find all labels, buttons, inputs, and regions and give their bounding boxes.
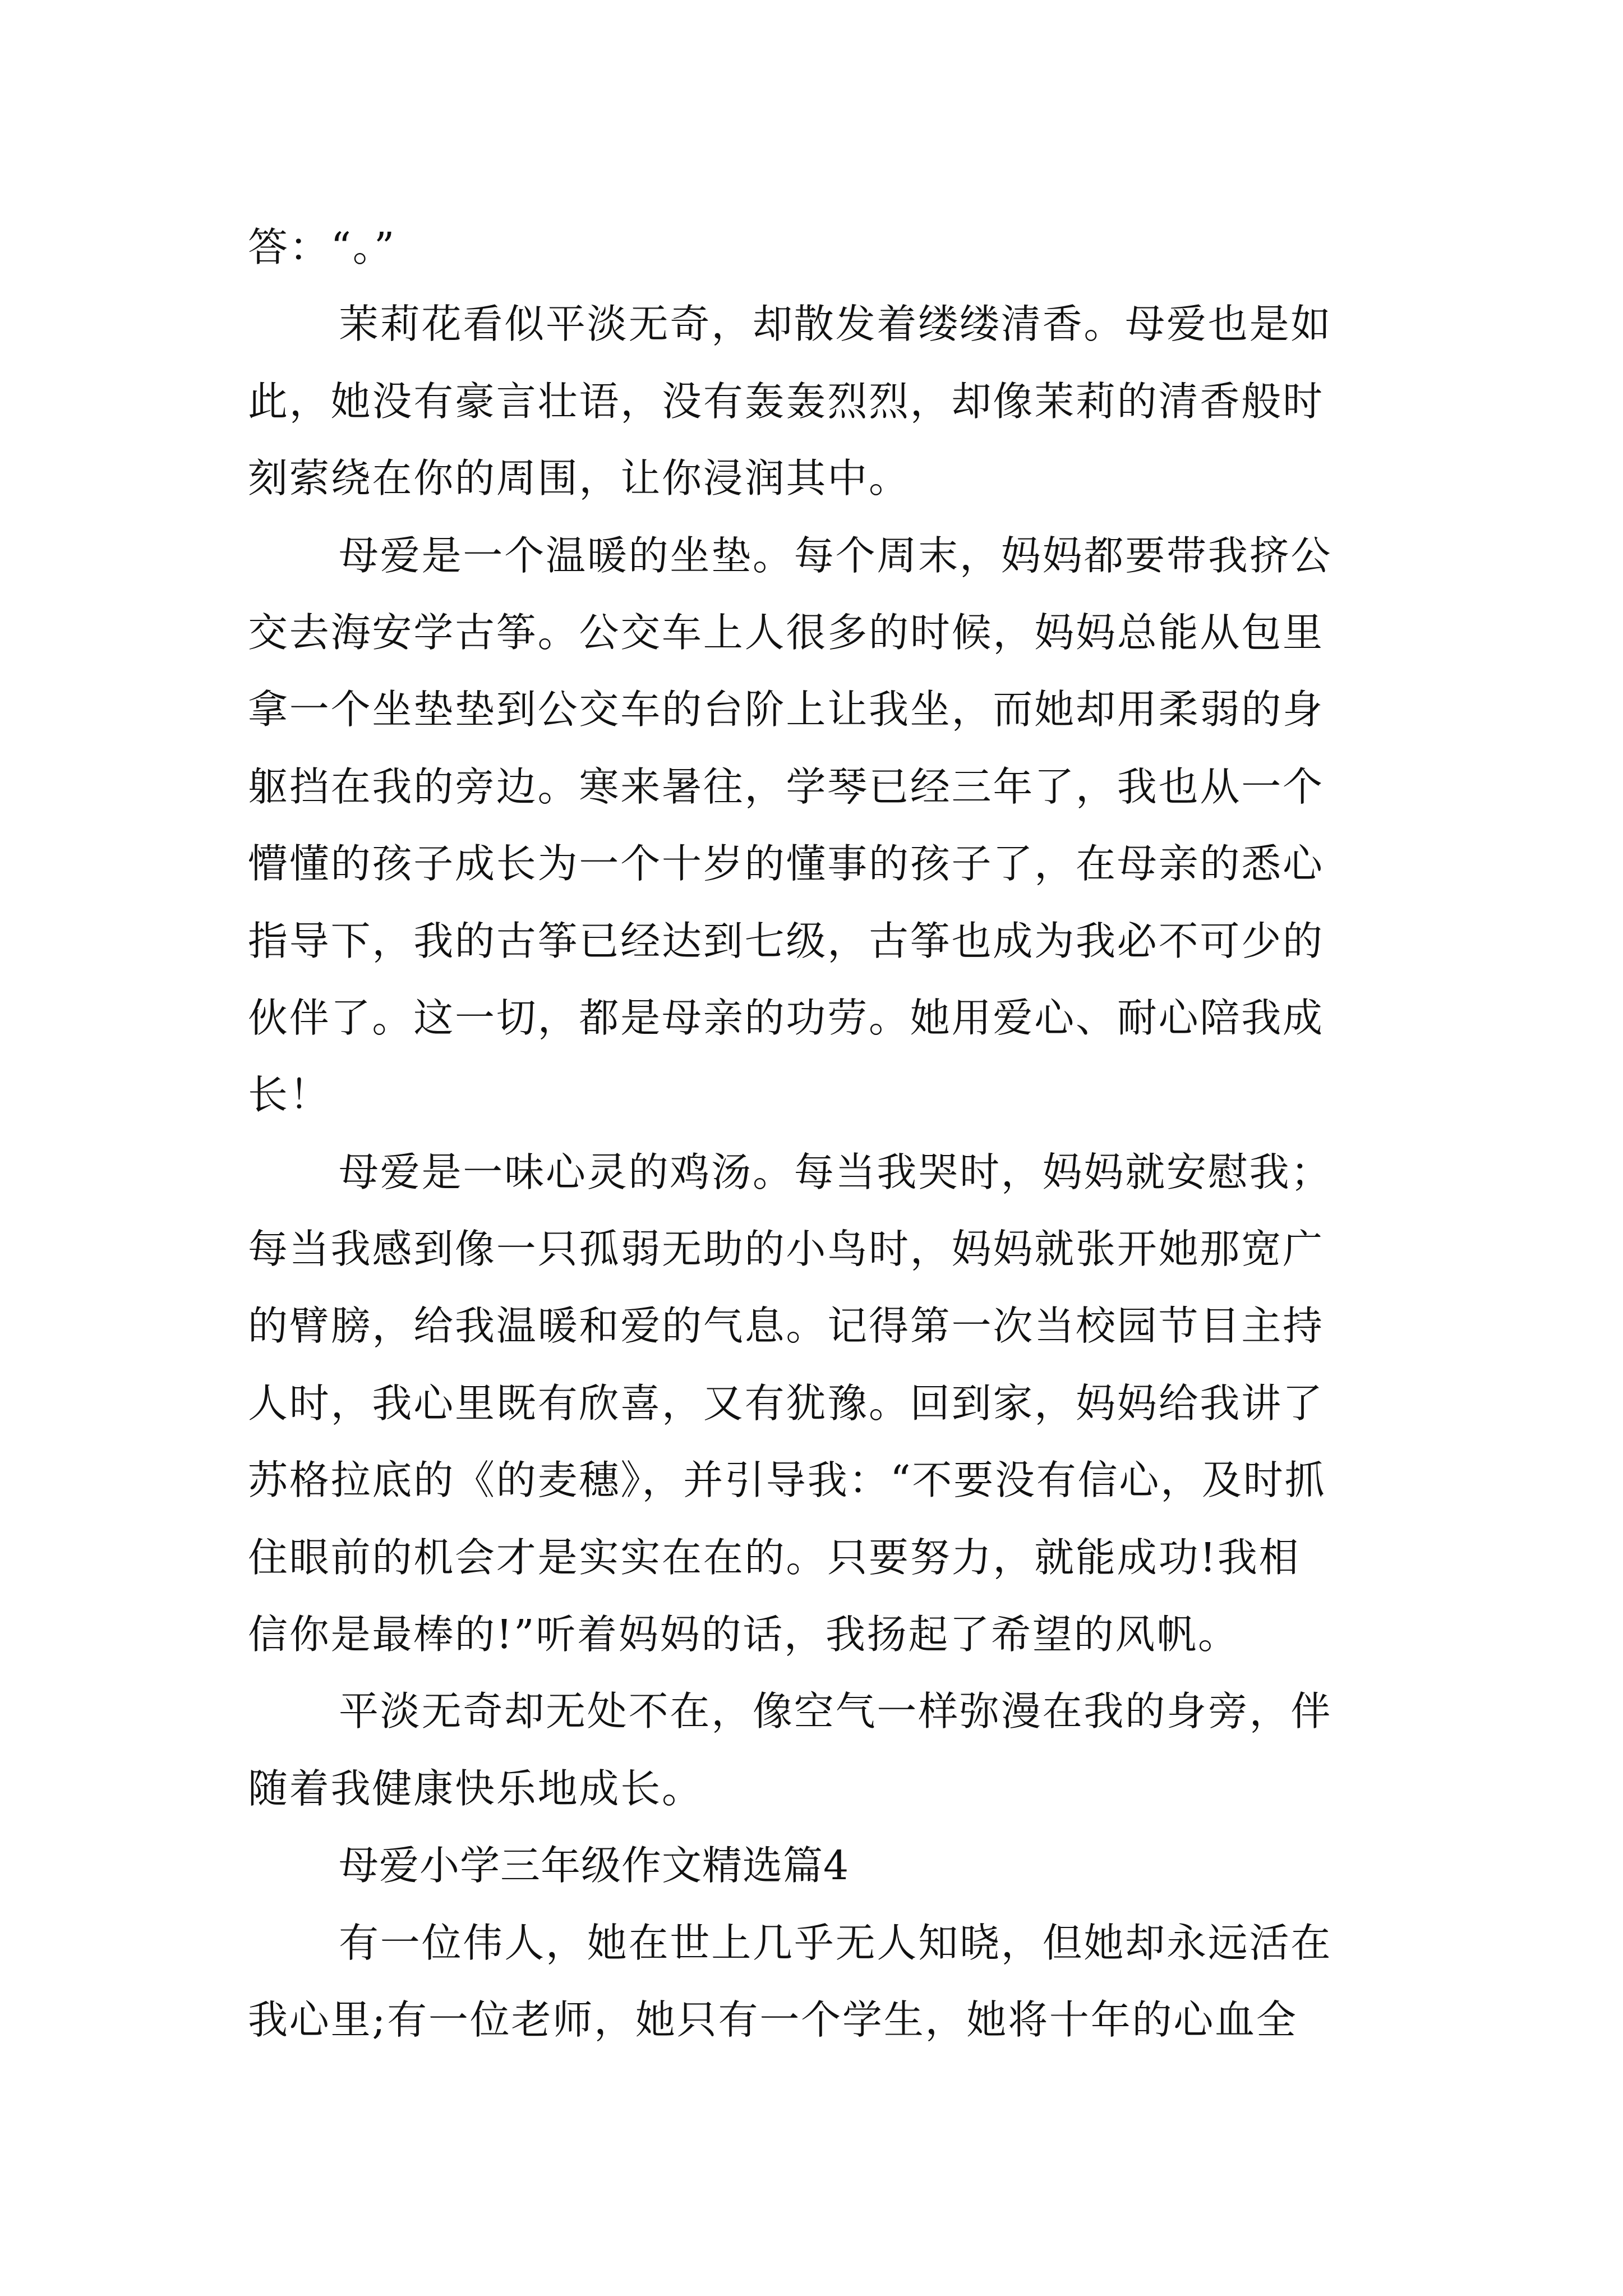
paragraph-start: 母爱是一味心灵的鸡汤。每当我哭时，妈妈就安慰我； <box>339 1148 1332 1195</box>
text-line: 随着我健康快乐地成长。 <box>248 1765 703 1812</box>
paragraph-start: 有一位伟人，她在世上几乎无人知晓，但她却永远活在 <box>339 1919 1332 1966</box>
text-line: 指导下，我的古筝已经达到七级，古筝也成为我必不可少的 <box>248 917 1324 964</box>
text-line: 每当我感到像一只孤弱无助的小鸟时，妈妈就张开她那宽广 <box>248 1226 1324 1273</box>
text-line: 懵懂的孩子成长为一个十岁的懂事的孩子了，在母亲的悉心 <box>248 840 1324 887</box>
paragraph-start: 母爱是一个温暖的坐垫。每个周末，妈妈都要带我挤公 <box>339 532 1332 579</box>
document-page <box>248 209 1386 2058</box>
text-line: 我心里;有一位老师，她只有一个学生，她将十年的心血全 <box>248 1996 1298 2043</box>
paragraph-start: 茉莉花看似平淡无奇，却散发着缕缕清香。母爱也是如 <box>339 301 1332 348</box>
text-line: 躯挡在我的旁边。寒来暑往，学琴已经三年了，我也从一个 <box>248 763 1324 810</box>
text-line: 刻萦绕在你的周围，让你浸润其中。 <box>248 455 910 502</box>
text-line: 交去海安学古筝。公交车上人很多的时候，妈妈总能从包里 <box>248 609 1324 656</box>
text-line: 苏格拉底的《的麦穗》，并引导我：“不要没有信心，及时抓 <box>248 1457 1326 1504</box>
text-line: 答：“。” <box>248 224 396 270</box>
text-line: 的臂膀，给我温暖和爱的气息。记得第一次当校园节目主持 <box>248 1303 1324 1350</box>
text-line: 伙伴了。这一切，都是母亲的功劳。她用爱心、耐心陪我成 <box>248 994 1324 1041</box>
section-heading: 母爱小学三年级作文精选篇4 <box>339 1842 850 1889</box>
text-line: 拿一个坐垫垫到公交车的台阶上让我坐，而她却用柔弱的身 <box>248 686 1324 733</box>
text-line: 长！ <box>248 1071 331 1119</box>
paragraph-start: 平淡无奇却无处不在，像空气一样弥漫在我的身旁，伴 <box>339 1688 1332 1735</box>
text-line: 此，她没有豪言壮语，没有轰轰烈烈，却像茉莉的清香般时 <box>248 378 1324 425</box>
text-line: 住眼前的机会才是实实在在的。只要努力，就能成功!我相 <box>248 1534 1301 1581</box>
text-line: 人时，我心里既有欣喜，又有犹豫。回到家，妈妈给我讲了 <box>248 1379 1324 1427</box>
text-line: 信你是最棒的!”听着妈妈的话，我扬起了希望的风帆。 <box>248 1611 1239 1658</box>
